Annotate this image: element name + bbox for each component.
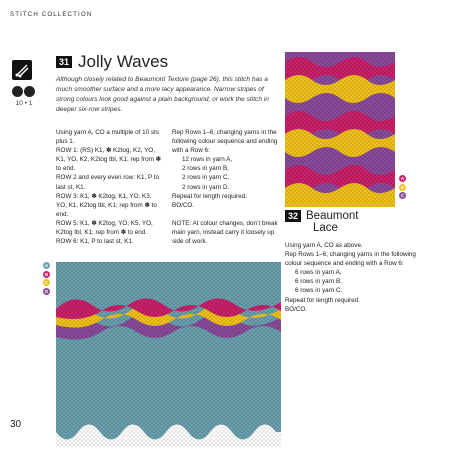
color-key-c: C — [44, 280, 49, 285]
knitting-needles-icon — [12, 60, 32, 80]
color-key-a: A — [400, 176, 405, 181]
instruction-line: 2 rows in yarn C, — [182, 174, 230, 182]
stitch-31-name: Jolly Waves — [78, 52, 169, 71]
color-key-b: B — [44, 271, 49, 277]
instruction-line: ROW 1: (RS) K1, ✽ K2tog, K2, YO, K1, YO, K2, K2tog tbl, K1; rep from ✽ to end. — [56, 147, 161, 173]
stitch-32-title — [285, 210, 425, 234]
color-key-d: D — [44, 288, 49, 294]
sidebar-icons — [12, 60, 36, 107]
beaumont-lace-swatch-image — [285, 52, 395, 207]
jolly-waves-swatch-image — [56, 262, 281, 447]
instruction-line: Repeat for length required. — [285, 296, 360, 304]
color-key-a: A — [44, 263, 49, 268]
stitch-32-number: 32 — [285, 210, 301, 222]
needle-sizes: 10 • 1 — [15, 100, 33, 107]
instruction-line: BO/CO. — [172, 201, 195, 209]
section-header: STITCH COLLECTION — [10, 11, 93, 18]
instruction-line: ROW 3: K1, ✽ K2tog, K1, YO, K3, YO, K1, K2tog tbl, K1; rep from ✽ to end. — [56, 192, 157, 218]
stitch-31-title — [56, 52, 168, 72]
instruction-line: 6 rows in yarn B, — [295, 278, 342, 286]
instruction-line: BO/CO. — [285, 305, 308, 313]
instruction-line: ROW 2 and every even row: K1, P to last st, K1. — [56, 174, 160, 191]
stitch-32-instructions — [285, 241, 420, 314]
instruction-line: ROW 5: K1, ✽ K2tog, YO, K5, YO, K2tog tbl, K1; rep from ✽ to end. — [56, 219, 153, 237]
stitch-31-color-key — [43, 262, 50, 295]
instruction-line: Rep Rows 1–6, changing yarns in the following colour sequence and ending with a Row 6: — [285, 251, 416, 268]
stitch-31-instructions-left — [56, 128, 161, 246]
stitch-31-intro: Although closely related to Beaumont Texture (page 26), this stitch has a much smoother surface and a more lacy appearance. Narrow stripes of strong colours look good against a plain background, or work the stitch in deeper six-row stripes. — [56, 76, 269, 113]
instruction-line: Using yarn A, CO as above. — [285, 242, 363, 249]
stitch-32-name-line1: Beaumont — [306, 210, 359, 222]
instruction-note: NOTE: At colour changes, don’t break main yarn, instead carry it loosely up side of work. — [172, 219, 278, 246]
instruction-line: Repeat for length required. — [172, 192, 247, 200]
difficulty-dot-icon — [24, 86, 35, 97]
instruction-line: Using yarn A, CO a multiple of 10 sts plus 1. — [56, 129, 159, 146]
instruction-line: Rep Rows 1–6, changing yarns in the following colour sequence and ending with a Row 6: — [172, 129, 278, 155]
color-key-c: C — [400, 193, 405, 198]
difficulty-dot-icon — [12, 86, 23, 97]
page-number: 30 — [10, 419, 22, 430]
instruction-line: 6 rows in yarn A, — [295, 269, 342, 277]
stitch-31-number: 31 — [56, 56, 72, 68]
difficulty-rating — [12, 86, 36, 97]
stitch-31-instructions-right — [172, 128, 280, 246]
instruction-line: 12 rows in yarn A, — [182, 156, 233, 164]
stitch-32-color-key — [399, 175, 406, 199]
instruction-line: 6 rows in yarn C. — [295, 287, 343, 295]
instruction-line: 2 rows in yarn D. — [182, 183, 230, 191]
stitch-32-name-line2: Lace — [313, 222, 338, 234]
color-key-b: B — [400, 184, 405, 190]
instruction-line: 2 rows in yarn B, — [182, 165, 229, 173]
instruction-line: ROW 6: K1, P to last st, K1. — [56, 238, 134, 246]
